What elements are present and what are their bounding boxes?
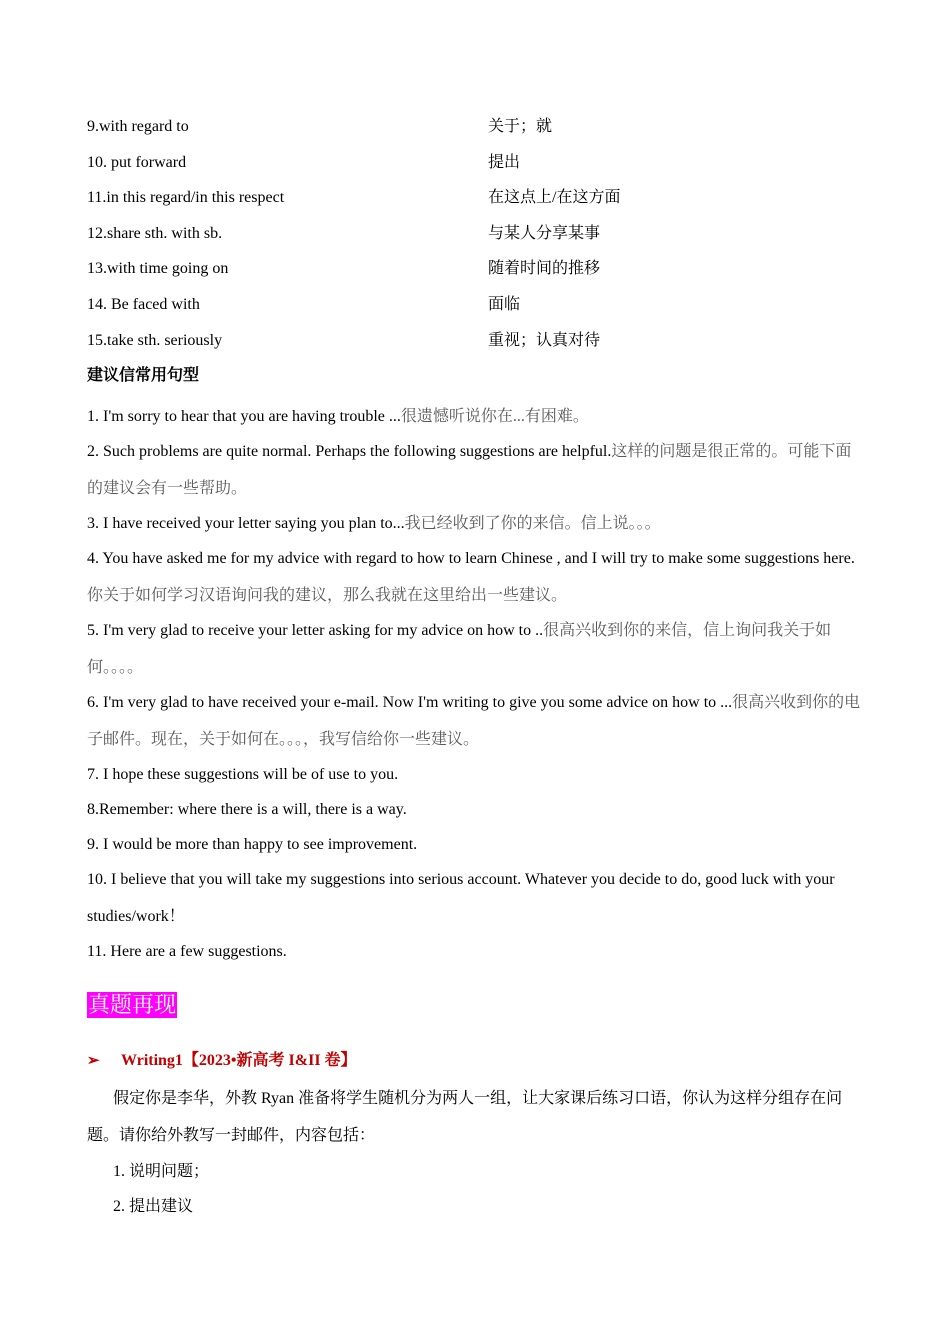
phrase-list — [87, 114, 867, 363]
sentence-chinese: 我已经收到了你的来信。信上说。。。 — [404, 515, 661, 533]
phrase-row — [87, 256, 867, 292]
sentence-item — [87, 398, 867, 435]
phrase-english: 14. Be faced with — [87, 295, 200, 313]
sentence-item — [87, 861, 867, 935]
section-badge-wrap — [87, 992, 867, 1022]
phrase-english: 11.in this regard/in this respect — [87, 189, 285, 207]
phrase-english: 15.take sth. seriously — [87, 331, 223, 349]
sentence-item — [87, 826, 867, 863]
writing-title — [87, 1048, 867, 1078]
phrase-chinese: 在这点上/在这方面 — [488, 189, 621, 207]
phrase-english: 9.with regard to — [87, 118, 189, 135]
phrase-english: 12.share sth. with sb. — [87, 224, 223, 242]
phrase-row — [87, 150, 867, 186]
sentence-item — [87, 756, 867, 793]
sentence-item — [87, 433, 867, 507]
section-heading: 建议信常用句型 — [87, 367, 200, 385]
sentence-english: 9. I would be more than happy to see improvement. — [87, 836, 418, 854]
phrase-chinese: 重视；认真对待 — [488, 331, 601, 349]
writing-prompt: 假定你是李华，外教 Ryan 准备将学生随机分为两人一组，让大家课后练习口语，你认为这样分组存在问题。请你给外教写一封邮件，内容包括： — [87, 1090, 843, 1145]
sentence-english: 11. Here are a few suggestions. — [87, 943, 287, 961]
phrase-row — [87, 221, 867, 257]
writing-requirement: 1. 说明问题； — [113, 1163, 210, 1181]
sentence-chinese: 很遗憾听说你在...有困难。 — [400, 408, 589, 426]
phrase-row — [87, 114, 867, 150]
phrase-chinese: 提出 — [488, 153, 521, 171]
document-content — [87, 114, 867, 1224]
sentence-english: 6. I'm very glad to have received your e-mail. Now I'm writing to give you some advice on how to ... — [87, 694, 733, 712]
sentence-english: 8.Remember: where there is a will, there is a way. — [87, 801, 407, 819]
phrase-row — [87, 292, 867, 328]
sentence-english: 3. I have received your letter saying you plan to... — [87, 515, 405, 533]
phrase-english: 13.with time going on — [87, 260, 229, 278]
sentence-english: 4. You have asked me for my advice with regard to how to learn Chinese , and I will try to make some suggestions here. — [87, 550, 855, 568]
writing-requirement: 2. 提出建议 — [113, 1198, 194, 1216]
sentence-item — [87, 505, 867, 542]
phrase-english: 10. put forward — [87, 153, 187, 171]
sentence-item — [87, 791, 867, 828]
phrase-chinese: 面临 — [488, 295, 521, 313]
sentence-item — [87, 612, 867, 686]
arrow-bullet-icon: ➢ — [87, 1053, 100, 1070]
sentence-english: 10. I believe that you will take my suggestions into serious account. Whatever you decide to do, good luck with your studies/work！ — [87, 871, 835, 926]
sentence-english: 1. I'm sorry to hear that you are having trouble ... — [87, 408, 401, 426]
phrase-chinese: 与某人分享某事 — [488, 224, 601, 242]
writing-title-text: Writing1【2023•新高考 I&II 卷】 — [121, 1052, 357, 1070]
phrase-chinese: 关于；就 — [488, 118, 553, 135]
phrase-row — [87, 185, 867, 221]
sentence-item — [87, 933, 867, 970]
sentence-english: 5. I'm very glad to receive your letter asking for my advice on how to .. — [87, 622, 544, 640]
section-badge: 真题再现 — [88, 992, 177, 1018]
sentence-list — [87, 398, 867, 970]
sentence-chinese: 这样的问题是很正常的。可能下面的建议会有一些帮助。 — [87, 443, 852, 498]
sentence-chinese: 你关于如何学习汉语询问我的建议，那么我就在这里给出一些建议。 — [87, 587, 568, 605]
phrase-chinese: 随着时间的推移 — [488, 260, 601, 278]
phrase-row — [87, 328, 867, 364]
sentence-item — [87, 540, 867, 614]
sentence-english: 2. Such problems are quite normal. Perhaps the following suggestions are helpful. — [87, 443, 612, 461]
sentence-chinese: 很高兴收到你的电子邮件。现在，关于如何在。。。，我写信给你一些建议。 — [87, 694, 861, 749]
sentence-item — [87, 684, 867, 758]
sentence-chinese: 很高兴收到你的来信，信上询问我关于如何。。。。 — [87, 622, 832, 677]
sentence-english: 7. I hope these suggestions will be of use to you. — [87, 766, 399, 784]
